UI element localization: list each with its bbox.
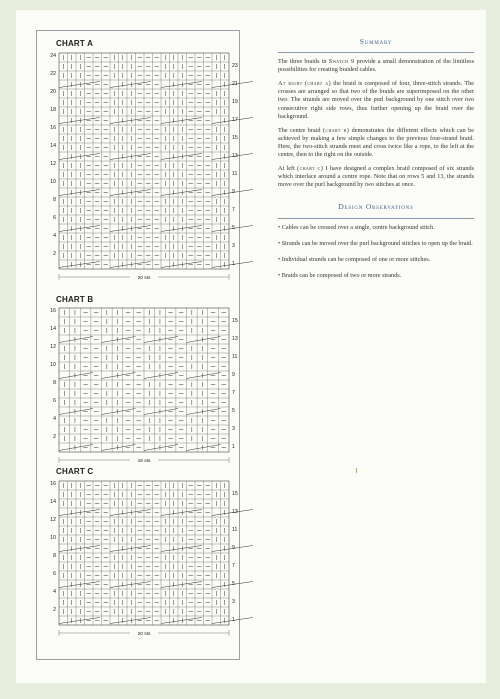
text-run: Swatch 9 — [328, 58, 355, 66]
row-number-left: 2 — [53, 251, 56, 257]
row-number-right: 23 — [232, 63, 238, 69]
cable-cross-symbol — [161, 226, 202, 232]
row-number-right: 1 — [232, 444, 235, 450]
cable-cross-symbol — [59, 190, 100, 196]
cable-cross-symbol — [110, 82, 151, 88]
cable-cross-symbol — [59, 510, 100, 516]
text-column — [278, 38, 474, 288]
width-label: 20 sts — [137, 275, 151, 281]
text-run: (chart c) — [297, 165, 324, 173]
row-number-right: 7 — [232, 563, 235, 569]
width-label: 20 sts — [137, 631, 151, 637]
cable-cross-symbol — [187, 373, 221, 379]
row-number-left: 2 — [53, 434, 56, 440]
row-number-right: 17 — [232, 117, 238, 123]
row-number-right: 9 — [232, 545, 235, 551]
cable-cross-symbol — [59, 118, 100, 124]
cable-cross-symbol — [187, 445, 221, 451]
cable-cross-symbol — [59, 82, 100, 88]
chart-b-grid — [37, 308, 239, 473]
text-run: (chart a) — [304, 80, 332, 88]
observation-item: • Braids can be composed of two or more strands. — [278, 271, 402, 279]
row-number-right: 15 — [232, 491, 238, 497]
chart-c-title: CHART C — [56, 467, 94, 476]
observation-item: • Cables can be crossed over a single, centre background stitch. — [278, 223, 435, 231]
cable-cross-symbol — [144, 337, 178, 343]
cable-cross-symbol — [110, 226, 151, 232]
cable-cross-symbol — [59, 582, 100, 588]
cable-cross-symbol — [59, 618, 100, 624]
text-run: two — [364, 181, 374, 189]
observations-heading: Design Observations — [338, 202, 414, 212]
text-run: At right — [278, 80, 303, 88]
row-number-left: 10 — [50, 362, 56, 368]
row-number-left: 12 — [50, 344, 56, 350]
cable-cross-symbol — [144, 409, 178, 415]
text-run: two — [465, 96, 474, 104]
cable-cross-symbol — [161, 546, 202, 552]
page-mark — [356, 468, 357, 473]
text-run: At left — [278, 165, 298, 173]
row-number-right: 21 — [232, 81, 238, 87]
summary-paragraph-1 — [278, 58, 474, 74]
row-number-left: 14 — [50, 326, 56, 332]
summary-paragraph-2 — [278, 80, 474, 120]
row-number-right: 11 — [232, 354, 238, 360]
cable-cross-symbol — [102, 445, 136, 451]
summary-rule — [278, 52, 474, 53]
row-number-left: 24 — [50, 53, 56, 59]
row-number-right: 3 — [232, 243, 235, 249]
chart-c-grid — [37, 481, 239, 661]
row-number-left: 14 — [50, 499, 56, 505]
observation-item: • Individual strands can be composed of one or more stitches. — [278, 255, 431, 263]
row-number-right: 3 — [232, 599, 235, 605]
cable-cross-symbol — [59, 546, 100, 552]
row-number-right: 7 — [232, 390, 235, 396]
row-number-left: 16 — [50, 308, 56, 314]
row-number-right: 5 — [232, 408, 235, 414]
charts-panel — [36, 30, 240, 660]
row-number-right: 11 — [232, 171, 238, 177]
cable-cross-symbol — [102, 409, 136, 415]
row-number-left: 14 — [50, 143, 56, 149]
text-run: the braid is composed of four, three-stitch strands. The crosses are arranged so that two of the braids are superimposed on the other two. The strands are moved over the purl background by one stitch over — [278, 80, 474, 104]
summary-paragraph-4 — [278, 165, 474, 189]
cable-cross-symbol — [59, 445, 93, 451]
cable-cross-symbol — [161, 82, 202, 88]
row-number-left: 18 — [50, 107, 56, 113]
chart-a-title: CHART A — [56, 39, 94, 48]
summary-heading: Summary — [359, 37, 393, 46]
cable-cross-symbol — [161, 262, 202, 268]
row-number-left: 8 — [53, 380, 56, 386]
row-number-left: 8 — [53, 197, 56, 203]
cable-cross-symbol — [161, 618, 202, 624]
cable-cross-symbol — [144, 445, 178, 451]
row-number-right: 9 — [232, 189, 235, 195]
cable-cross-symbol — [144, 373, 178, 379]
row-number-left: 10 — [50, 179, 56, 185]
row-number-left: 2 — [53, 607, 56, 613]
row-number-left: 22 — [50, 71, 56, 77]
row-number-left: 20 — [50, 89, 56, 95]
cable-cross-symbol — [110, 510, 151, 516]
observations-list — [278, 224, 474, 280]
cable-cross-symbol — [110, 154, 151, 160]
text-run: The three braids in — [278, 58, 329, 66]
cable-cross-symbol — [187, 409, 221, 415]
cable-cross-symbol — [161, 582, 202, 588]
row-number-left: 4 — [53, 416, 56, 422]
row-number-right: 1 — [232, 261, 235, 267]
text-run: consecutive right side rows, thus further opening up the braid over the background. — [278, 104, 474, 120]
cable-cross-symbol — [110, 582, 151, 588]
text-run: (chart b) — [322, 126, 350, 134]
cable-cross-symbol — [161, 118, 202, 124]
text-run: The centre braid — [278, 126, 323, 134]
cable-cross-symbol — [59, 226, 100, 232]
row-number-left: 6 — [53, 215, 56, 221]
row-number-right: 5 — [232, 225, 235, 231]
row-number-right: 5 — [232, 581, 235, 587]
cable-cross-symbol — [161, 510, 202, 516]
cable-cross-symbol — [110, 118, 151, 124]
cable-cross-symbol — [59, 154, 100, 160]
row-number-left: 10 — [50, 535, 56, 541]
row-number-left: 16 — [50, 125, 56, 131]
row-number-right: 1 — [232, 617, 235, 623]
cable-cross-symbol — [59, 409, 93, 415]
text-run: Strands can be moved over the purl background stitches to open up the braid. — [281, 239, 473, 247]
text-run: provide a small demonstration of the limitless possibilities for creating braided cables. — [278, 58, 475, 74]
row-number-left: 6 — [53, 571, 56, 577]
row-number-left: 16 — [50, 481, 56, 487]
cable-cross-symbol — [161, 190, 202, 196]
chart-a-grid — [37, 53, 239, 293]
row-number-left: 6 — [53, 398, 56, 404]
cable-cross-symbol — [161, 154, 202, 160]
text-run: Individual strands can be composed of one or more stitches. — [281, 255, 431, 263]
row-number-left: 4 — [53, 233, 56, 239]
row-number-right: 13 — [232, 153, 238, 159]
row-number-right: 13 — [232, 336, 238, 342]
cable-cross-symbol — [110, 546, 151, 552]
text-run: stitches at once. — [373, 181, 415, 189]
row-number-right: 9 — [232, 372, 235, 378]
cable-cross-symbol — [110, 618, 151, 624]
row-number-right: 7 — [232, 207, 235, 213]
cable-cross-symbol — [102, 373, 136, 379]
observations-rule — [278, 218, 474, 219]
cable-cross-symbol — [110, 262, 151, 268]
observation-item: • Strands can be moved over the purl background stitches to open up the braid. — [278, 239, 473, 247]
cable-cross-symbol — [59, 373, 93, 379]
chart-b-title: CHART B — [56, 295, 94, 304]
row-number-right: 3 — [232, 426, 235, 432]
row-number-left: 4 — [53, 589, 56, 595]
text-run: I have designed a complex braid composed of six strands which interlace around a centre rope. Note that on rows 5 and 13, the strands move over the purl background by — [278, 165, 474, 189]
cable-cross-symbol — [187, 337, 221, 343]
row-number-right: 19 — [232, 99, 238, 105]
summary-paragraph-3 — [278, 127, 474, 159]
width-label: 16 sts — [137, 458, 151, 464]
row-number-left: 12 — [50, 161, 56, 167]
text-run: demonstrates the different effects which can be achieved by making a few simple changes to the previous four-strand braid. Here, the two-stitch strands meet and cross twice like a rope, to the left at the centre, then to the right on the outside. — [278, 126, 474, 159]
cable-cross-symbol — [102, 337, 136, 343]
row-number-left: 8 — [53, 553, 56, 559]
cable-cross-symbol — [59, 337, 93, 343]
cable-cross-symbol — [59, 262, 100, 268]
text-run: Cables can be crossed over a single, centre background stitch. — [281, 223, 435, 231]
row-number-right: 13 — [232, 509, 238, 515]
row-number-right: 11 — [232, 527, 238, 533]
cable-cross-symbol — [110, 190, 151, 196]
text-run: Braids can be composed of two or more strands. — [281, 271, 402, 279]
row-number-left: 12 — [50, 517, 56, 523]
row-number-right: 15 — [232, 135, 238, 141]
row-number-right: 15 — [232, 318, 238, 324]
